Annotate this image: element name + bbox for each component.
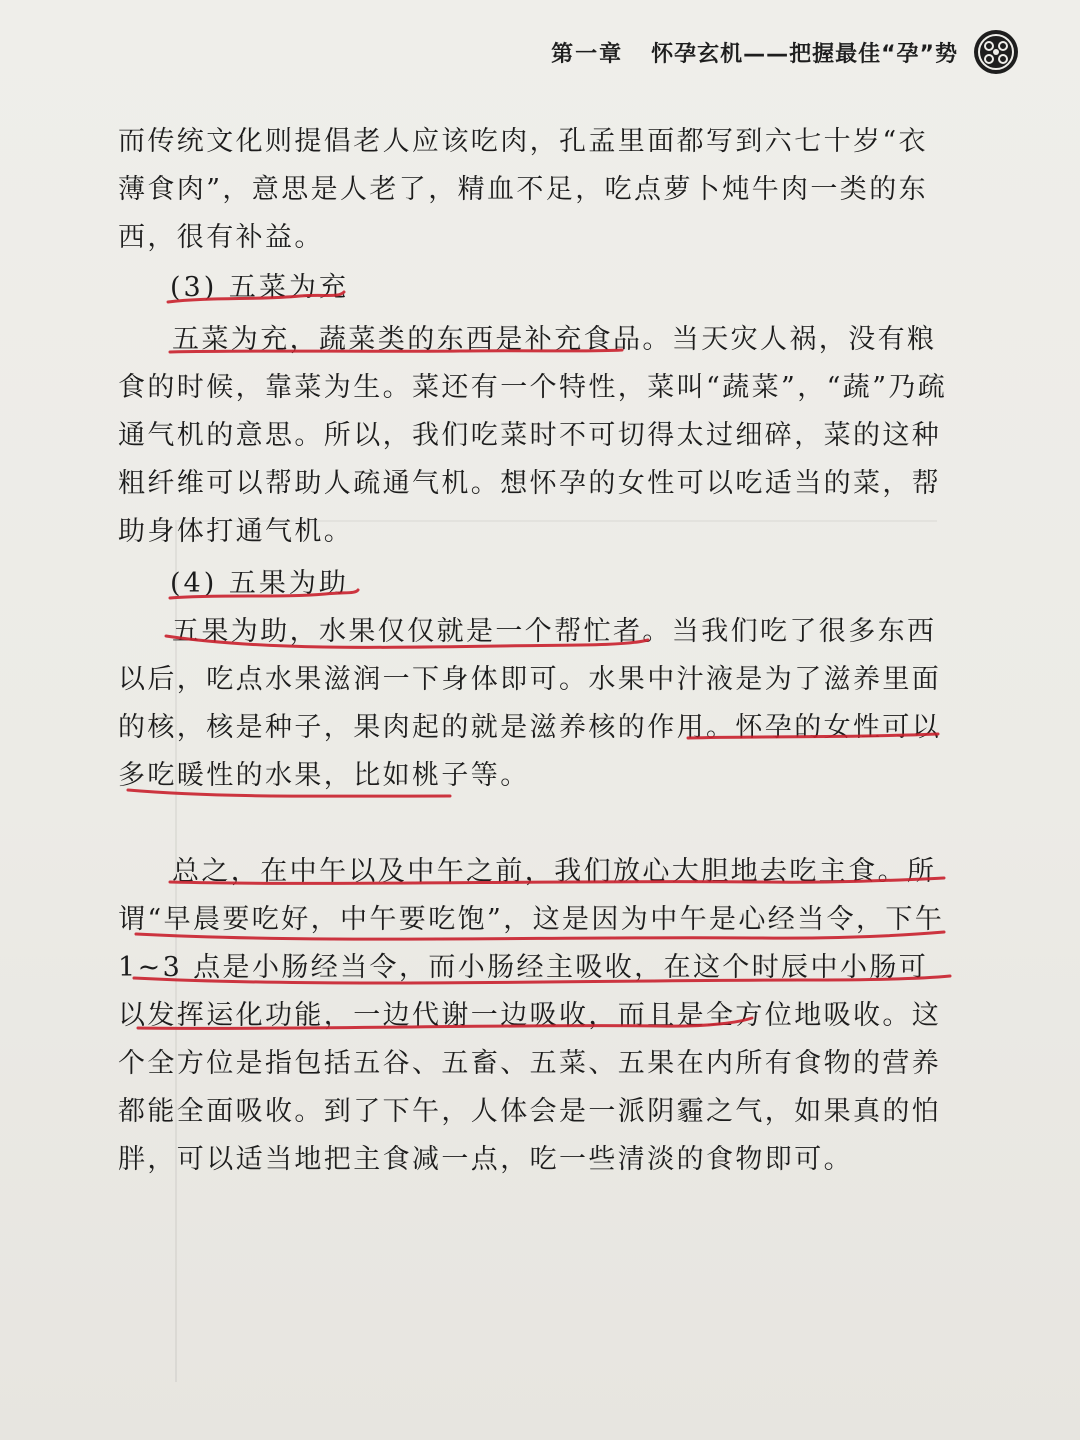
chapter-number: 第一章 (551, 41, 624, 67)
paragraph-vegetables: 五菜为充，蔬菜类的东西是补充食品。当天灾人祸，没有粮食的时候，靠菜为生。菜还有一个特性，菜叫“蔬菜”，“蔬”乃疏通气机的意思。所以，我们吃菜时不可切得太过细碎，菜的这种粗纤维可以帮助人疏通气机。想怀孕的女性可以吃适当的菜，帮助身体打通气机。 (118, 324, 948, 547)
section-heading-4: (4) 五果为助 (170, 568, 349, 599)
section-heading-3: (3) 五菜为充 (170, 272, 349, 303)
chapter-title: 怀孕玄机——把握最佳“孕”势 (651, 41, 958, 67)
paragraph-summary: 总之，在中午以及中午之前，我们放心大胆地去吃主食。所谓“早晨要吃好，中午要吃饱”，这是因为中午是心经当令，下午 1~3 点是小肠经当令，而小肠经主吸收，在这个时辰中小肠可以发挥运化功能，一边代谢一边吸收，而且是全方位地吸收。这个全方位是指包括五谷、五畜、五菜、五果在内所有食物的营养都能全面吸收。到了下午，人体会是一派阴霾之气，如果真的怕胖，可以适当地把主食减一点，吃一些清淡的食物即可。 (118, 856, 945, 1175)
paragraph-fruits: 五果为助，水果仅仅就是一个帮忙者。当我们吃了很多东西以后，吃点水果滋润一下身体即可。水果中汁液是为了滋养里面的核，核是种子，果肉起的就是滋养核的作用。怀孕的女性可以多吃暖性的水果，比如桃子等。 (118, 616, 942, 791)
running-header (551, 28, 1020, 76)
round-ornament-icon (972, 28, 1020, 76)
paragraph-traditional-culture: 而传统文化则提倡老人应该吃肉，孔孟里面都写到六七十岁“衣薄食肉”，意思是人老了，精血不足，吃点萝卜炖牛肉一类的东西，很有补益。 (118, 126, 929, 253)
